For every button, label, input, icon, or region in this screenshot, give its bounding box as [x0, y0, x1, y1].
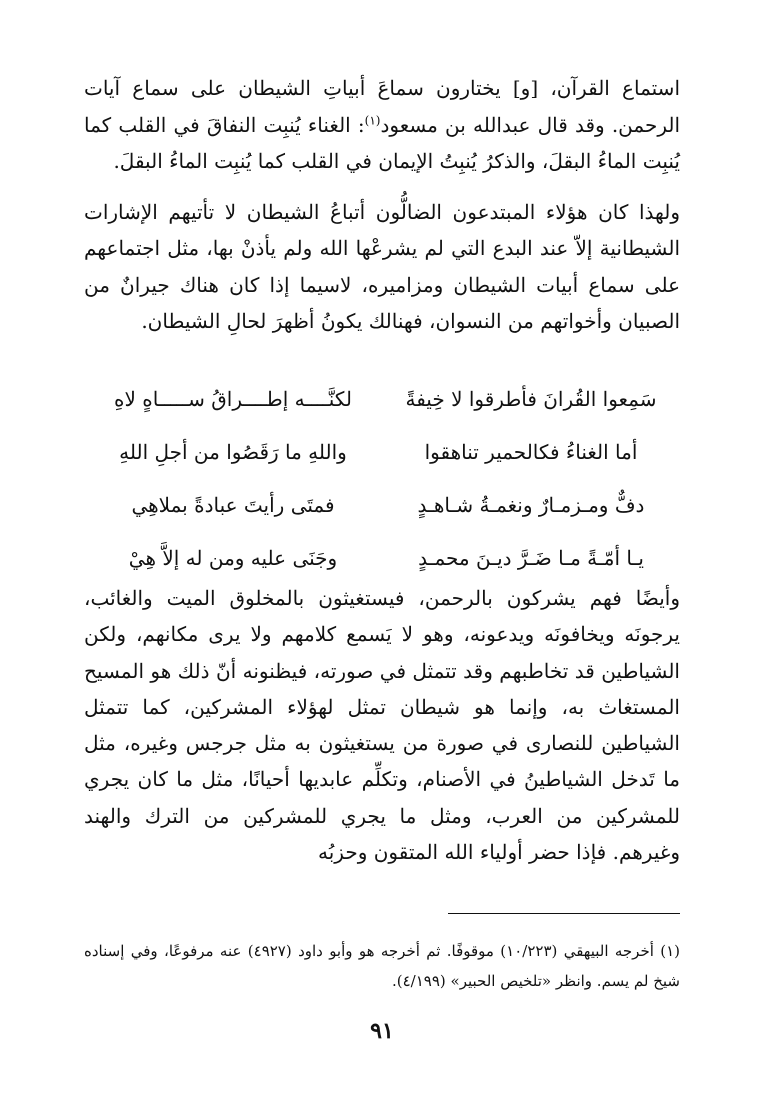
poem-verse: [84, 478, 680, 531]
poem-verse: [84, 372, 680, 425]
paragraph-1: [84, 70, 680, 180]
verse-first-hemistich: أما الغناءُ فكالحمير تناهقوا: [424, 439, 638, 464]
verse-first-hemistich: سَمِعوا القُرانَ فأطرقوا لا خِيفةً: [405, 386, 657, 411]
paragraph-1-continuation: : الغناء يُنبِت النفاقَ في القلب كما يُنبِت الماءُ البقلَ، والذكرُ يُنبِتُ الإيمان في القلب كما يُنبِت الماءُ البقلَ.: [84, 112, 680, 173]
verse-second-hemistich: وجَنَى عليه ومن له إلاَّ هِيْ: [128, 545, 338, 570]
paragraph-3: وأيضًا فهم يشركون بالرحمن، فيستغيثون بالمخلوق الميت والغائب، يرجونَه ويخافونَه ويدعونه، وهو لا يَسمع كلامهم ولا يرى مكانهم، ولكن الشياطين قد تخاطبهم وقد تتمثل في صورته، فيظنونه أنّ ذلك هو المسيح المستغاث به، وإنما هو شيطان تمثل لهؤلاء المشركين، كما تتمثل الشياطين للنصارى في صورة من يستغيثون به مثل جرجس وغيره، مثل ما تَدخل الشياطينُ في الأصنام، وتكلِّم عابديها أحيانًا، مثل ما كان يجري للمشركين من العرب، ومثل ما يجري للمشركين من الترك والهند وغيرهم. فإذا حضر أولياء الله المتقون وحزبُه: [84, 586, 680, 865]
footnote: (١) أخرجه البيهقي (١٠/٢٢٣) موقوفًا. ثم أخرجه هو وأبو داود (٤٩٢٧) عنه مرفوعًا، وفي إسناده شيخ لم يسم. وانظر «تلخيص الحبير» (٤/١٩٩).: [84, 942, 681, 990]
poem: [84, 372, 680, 584]
paragraph-2: ولهذا كان هؤلاء المبتدعون الضالُّون أتباعُ الشيطان لا تأتيهم الإشارات الشيطانية إلاّ عند البدع التي لم يشرعْها الله ولم يأذنْ بها، مثل اجتماعهم على سماع أبيات الشيطان ومزاميره، لاسيما إذا كان هناك جيرانٌ من الصبيان وأخواتهم من النسوان، فهنالك يكونُ أظهرَ لحالِ الشيطان.: [84, 199, 680, 333]
verse-second-hemistich: فمتَى رأيتَ عبادةً بملاهِي: [131, 492, 335, 517]
main-text: [84, 70, 680, 340]
poem-verse: [84, 531, 680, 584]
paragraph-1-text: استماع القرآن، [و] يختارون سماعَ أبياتِ الشيطان على سماع آيات الرحمن. وقد قال عبدالله بن مسعود: [84, 76, 681, 137]
poem-verse: [84, 425, 680, 478]
verse-second-hemistich: واللهِ ما رَقَصُوا من أجلِ اللهِ: [119, 439, 347, 464]
verse-first-hemistich: يـا أمّـةً مـا ضَـرَّ ديـنَ محمـدٍ: [418, 545, 644, 570]
verse-first-hemistich: دفٌّ ومـزمـارٌ ونغمـةُ شـاهـدٍ: [417, 492, 645, 517]
page-number: ٩١: [370, 1018, 394, 1044]
footnote-reference: (١): [364, 112, 381, 127]
footnote-separator: [448, 913, 680, 914]
verse-second-hemistich: لكنَّــــه إطــــراقُ ســـــاهٍ لاهِ: [114, 386, 352, 411]
